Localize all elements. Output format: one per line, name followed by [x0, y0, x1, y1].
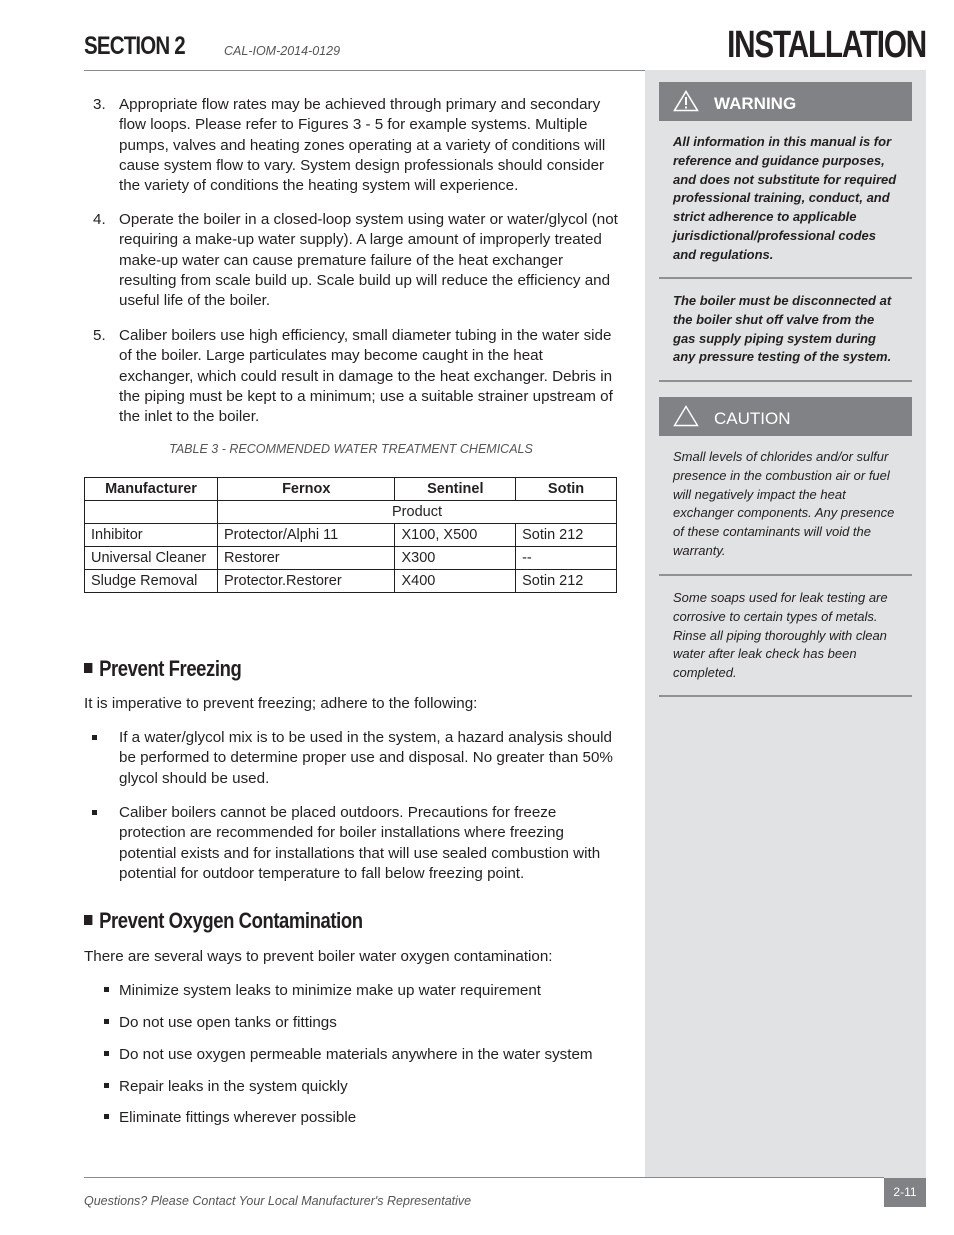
list-item	[104, 981, 541, 1001]
caution-header	[659, 397, 912, 436]
list-text: Do not use oxygen permeable materials anywhere in the water system	[119, 1046, 593, 1063]
table-header: Sotin	[516, 478, 617, 501]
bullet-icon	[104, 987, 109, 992]
warning-header	[659, 82, 912, 121]
bullet-icon	[104, 1019, 109, 1024]
caution-note: Some soaps used for leak testing are corrosive to certain types of metals. Rinse all piping thoroughly with clean water after leak check has been completed.	[673, 590, 888, 681]
bullet-icon	[104, 1051, 109, 1056]
divider	[659, 277, 912, 279]
list-number: 5.	[93, 327, 106, 344]
table-cell: --	[516, 547, 617, 570]
list-item	[104, 1013, 337, 1033]
square-bullet-icon	[84, 915, 92, 925]
safety-sidebar	[645, 70, 926, 1178]
list-number: 3.	[93, 96, 106, 113]
footer-divider	[84, 1177, 884, 1178]
square-bullet-icon	[84, 663, 92, 673]
paragraph: There are several ways to prevent boiler water oxygen contamination:	[84, 948, 553, 965]
warning-label: WARNING	[714, 94, 797, 113]
list-item	[84, 95, 618, 196]
document-id: CAL-IOM-2014-0129	[224, 44, 341, 58]
table-cell: Restorer	[218, 547, 395, 570]
table-header-row	[85, 478, 617, 501]
table-cell: X100, X500	[395, 524, 516, 547]
table-cell: X300	[395, 547, 516, 570]
warning-note: The boiler must be disconnected at the boiler shut off valve from the gas supply piping system during any pressure testing of the system.	[673, 293, 892, 365]
table-subheader: Product	[218, 501, 617, 524]
table-subheader-row	[85, 501, 617, 524]
divider	[659, 380, 912, 382]
bullet-icon	[92, 735, 97, 740]
table-row	[85, 547, 617, 570]
table-header: Manufacturer	[85, 478, 218, 501]
page-header	[84, 22, 926, 71]
section-label: SECTION 2	[84, 32, 185, 60]
list-text: Minimize system leaks to minimize make up water requirement	[119, 982, 542, 999]
divider	[659, 574, 912, 576]
list-text: Do not use open tanks or fittings	[119, 1014, 337, 1031]
list-text: Appropriate flow rates may be achieved through primary and secondary flow loops. Please refer to Figures 3 - 5 for example systems. Multiple pumps, valves and heating zones operating at a variety of conditions will cause system flow to vary. System design professionals should consider the variety of conditions the heating system will experience.	[119, 96, 606, 195]
table-header: Fernox	[218, 478, 395, 501]
table-cell: Protector/Alphi 11	[218, 524, 395, 547]
page-title: INSTALLATION	[727, 24, 926, 66]
table-cell: X400	[395, 570, 516, 593]
heading-text: Prevent Freezing	[99, 656, 242, 681]
list-item	[104, 1045, 593, 1065]
chemicals-table	[84, 477, 617, 593]
paragraph: It is imperative to prevent freezing; adhere to the following:	[84, 695, 478, 712]
warning-note: All information in this manual is for reference and guidance purposes, and does not substitute for required professional training, conduct, and strict adherence to applicable jurisdictional/professional codes and regulations.	[673, 134, 897, 262]
caution-label: CAUTION	[714, 409, 791, 428]
list-item	[84, 803, 618, 884]
list-item	[104, 1077, 348, 1097]
table-cell: Sludge Removal	[85, 570, 218, 593]
caution-icon	[673, 405, 699, 427]
table-row	[85, 524, 617, 547]
list-item	[84, 210, 618, 311]
table-cell: Sotin 212	[516, 524, 617, 547]
section-heading	[84, 908, 363, 934]
table-cell: Protector.Restorer	[218, 570, 395, 593]
divider	[659, 695, 912, 697]
bullet-icon	[104, 1083, 109, 1088]
page-number: 2-11	[884, 1178, 926, 1207]
list-text: If a water/glycol mix is to be used in the system, a hazard analysis should be performed to determine proper use and disposal. No greater than 50% glycol should be used.	[119, 729, 613, 787]
warning-icon	[673, 90, 699, 112]
heading-text: Prevent Oxygen Contamination	[99, 908, 363, 933]
list-text: Eliminate fittings wherever possible	[119, 1109, 357, 1126]
footer-text: Questions? Please Contact Your Local Manufacturer's Representative	[84, 1194, 472, 1208]
list-item	[84, 326, 618, 427]
list-item	[84, 728, 618, 789]
bullet-icon	[104, 1114, 109, 1119]
table-cell: Inhibitor	[85, 524, 218, 547]
list-text: Caliber boilers cannot be placed outdoors. Precautions for freeze protection are recommended for boiler installations where freezing potential exists and for installations that will use sealed combustion with potential for outdoor temperature to fall below freezing point.	[119, 804, 601, 882]
list-text: Operate the boiler in a closed-loop system using water or water/glycol (not requiring a make-up water supply). A large amount of improperly treated make-up water can cause premature failure of the heat exchanger resulting from scale build up. Scale build up will reduce the efficiency and useful life of the boiler.	[119, 211, 618, 310]
bullet-icon	[92, 810, 97, 815]
table-row	[85, 570, 617, 593]
table-header: Sentinel	[395, 478, 516, 501]
section-heading	[84, 656, 241, 682]
table-cell: Universal Cleaner	[85, 547, 218, 570]
list-text: Caliber boilers use high efficiency, small diameter tubing in the water side of the boiler. Large particulates may become caught in the heat exchanger, which could result in damage to the heat exchanger. Debris in the piping must be kept to a minimum; use a suitable strainer upstream of the inlet to the boiler.	[119, 327, 613, 426]
table-cell	[85, 501, 218, 524]
caution-note: Small levels of chlorides and/or sulfur presence in the combustion air or fuel will negatively impact the heat exchanger components. Any presence of these contaminants will void the warranty.	[673, 449, 895, 558]
list-item	[104, 1108, 356, 1128]
list-text: Repair leaks in the system quickly	[119, 1078, 348, 1095]
table-cell: Sotin 212	[516, 570, 617, 593]
list-number: 4.	[93, 211, 106, 228]
table-caption: TABLE 3 - RECOMMENDED WATER TREATMENT CHEMICALS	[169, 442, 533, 456]
